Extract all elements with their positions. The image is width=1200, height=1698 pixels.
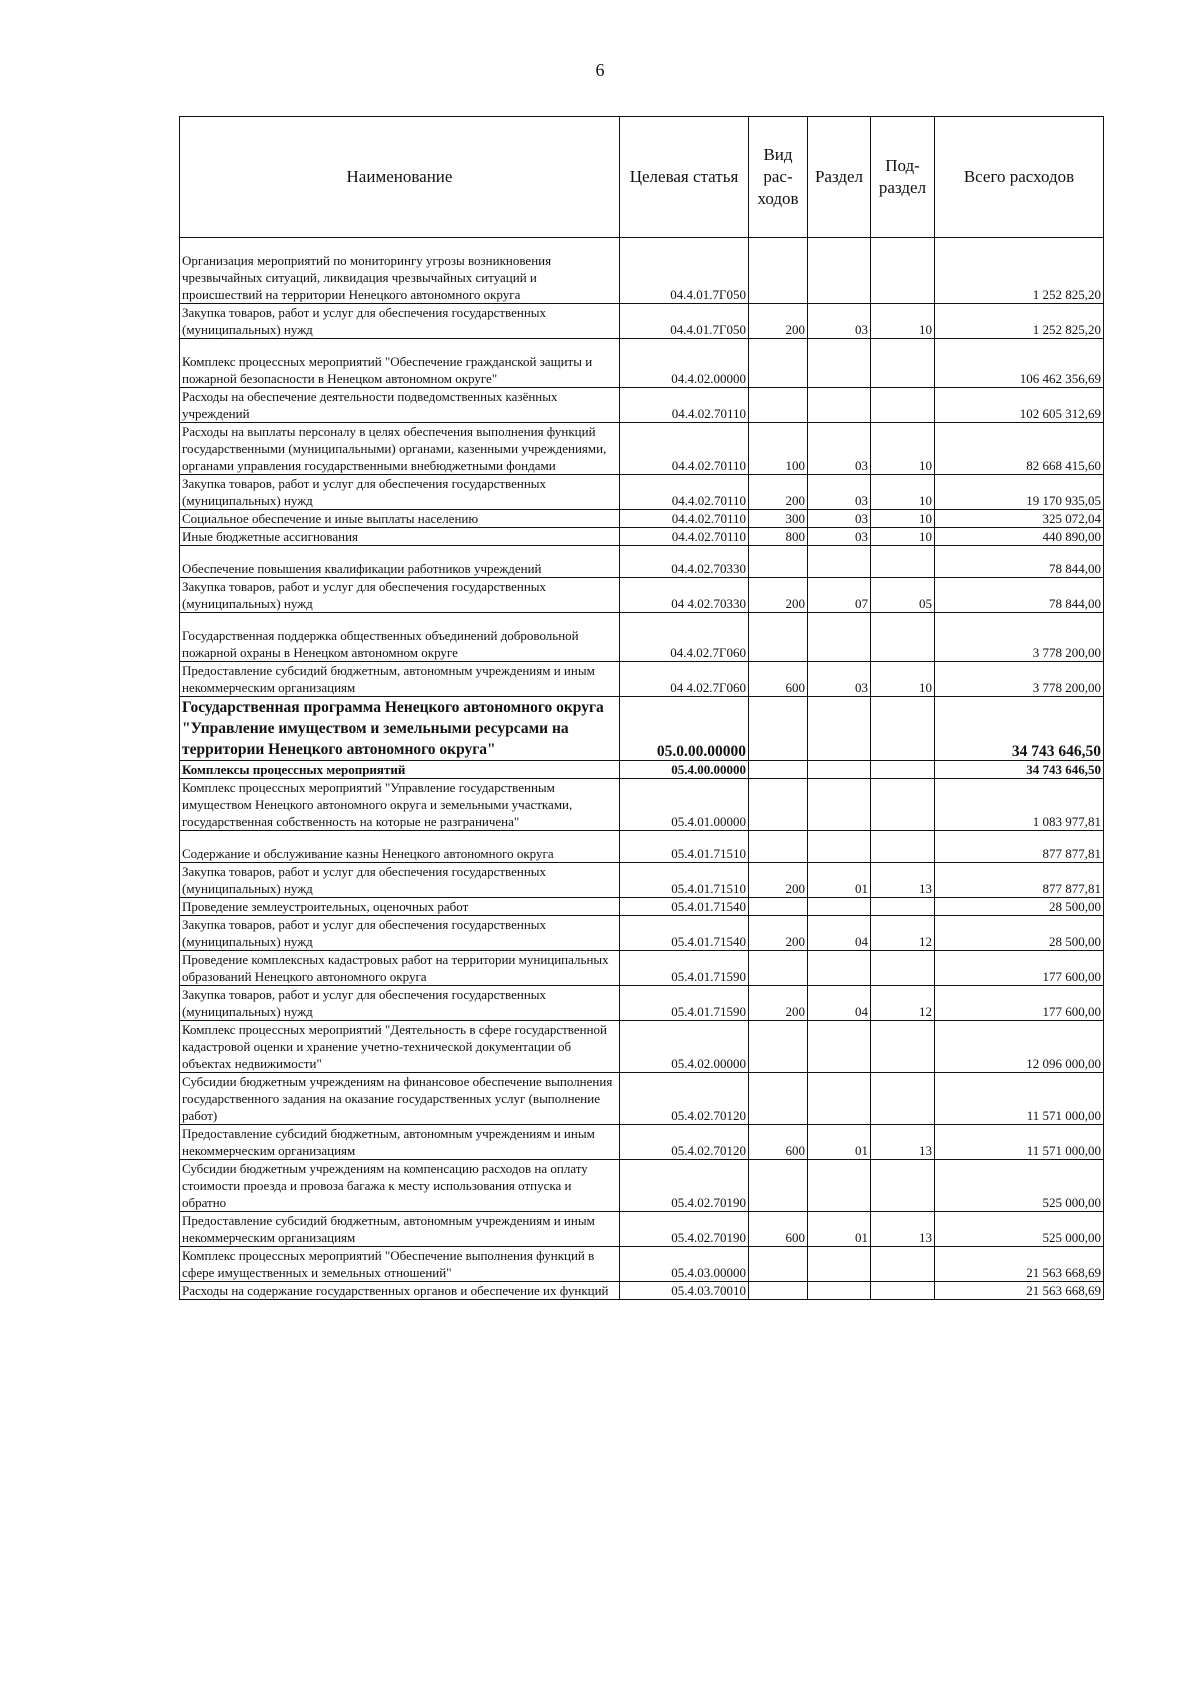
row-total: 82 668 415,60 (935, 423, 1104, 475)
row-name: Закупка товаров, работ и услуг для обеспечения государственных (муниципальных) нужд (180, 986, 620, 1021)
row-section (808, 388, 871, 423)
row-name: Комплексы процессных мероприятий (180, 761, 620, 779)
row-total: 3 778 200,00 (935, 613, 1104, 662)
row-name: Субсидии бюджетным учреждениям на финансовое обеспечение выполнения государственного задания на оказание государственных услуг (выполнение работ) (180, 1073, 620, 1125)
row-subsection (871, 339, 935, 388)
row-section: 07 (808, 578, 871, 613)
table-row (180, 779, 1104, 831)
row-expense-type (749, 339, 808, 388)
row-section: 01 (808, 1125, 871, 1160)
row-target-article: 05.4.01.71590 (620, 986, 749, 1021)
table-row (180, 916, 1104, 951)
table-row (180, 951, 1104, 986)
row-name: Комплекс процессных мероприятий "Обеспечение гражданской защиты и пожарной безопасности в Ненецком автономном округе" (180, 339, 620, 388)
row-total: 525 000,00 (935, 1212, 1104, 1247)
row-name: Государственная поддержка общественных объединений добровольной пожарной охраны в Ненецком автономном округе (180, 613, 620, 662)
table-row (180, 863, 1104, 898)
table-row (180, 1160, 1104, 1212)
row-total: 102 605 312,69 (935, 388, 1104, 423)
header-section: Раздел (808, 117, 871, 238)
row-subsection: 12 (871, 916, 935, 951)
row-total: 525 000,00 (935, 1160, 1104, 1212)
row-target-article: 04.4.02.70110 (620, 388, 749, 423)
row-name: Комплекс процессных мероприятий "Управление государственным имуществом Ненецкого автономного округа и земельными участками, государственная собственность на которые не разграничена" (180, 779, 620, 831)
row-subsection (871, 613, 935, 662)
row-section: 03 (808, 475, 871, 510)
row-expense-type (749, 831, 808, 863)
row-target-article: 05.4.02.70120 (620, 1125, 749, 1160)
row-subsection (871, 697, 935, 761)
row-total: 11 571 000,00 (935, 1073, 1104, 1125)
row-section: 04 (808, 916, 871, 951)
row-section (808, 613, 871, 662)
row-expense-type (749, 697, 808, 761)
row-name: Комплекс процессных мероприятий "Обеспечение выполнения функций в сфере имущественных и земельных отношений" (180, 1247, 620, 1282)
row-section (808, 238, 871, 304)
row-total: 19 170 935,05 (935, 475, 1104, 510)
row-subsection: 13 (871, 1125, 935, 1160)
row-name: Расходы на содержание государственных органов и обеспечение их функций (180, 1282, 620, 1300)
table-row (180, 1212, 1104, 1247)
row-total: 78 844,00 (935, 546, 1104, 578)
row-subsection (871, 1073, 935, 1125)
row-total: 877 877,81 (935, 831, 1104, 863)
row-target-article: 04.4.02.70110 (620, 528, 749, 546)
row-total: 78 844,00 (935, 578, 1104, 613)
table-row (180, 510, 1104, 528)
row-subsection (871, 831, 935, 863)
row-subsection (871, 546, 935, 578)
row-section (808, 831, 871, 863)
row-target-article: 05.4.02.70120 (620, 1073, 749, 1125)
row-total: 177 600,00 (935, 986, 1104, 1021)
row-total: 106 462 356,69 (935, 339, 1104, 388)
table-row (180, 697, 1104, 761)
row-subsection: 10 (871, 475, 935, 510)
row-section (808, 697, 871, 761)
row-expense-type (749, 1021, 808, 1073)
table-row (180, 1021, 1104, 1073)
row-total: 325 072,04 (935, 510, 1104, 528)
row-section (808, 1282, 871, 1300)
row-section (808, 898, 871, 916)
row-target-article: 04.4.01.7Г050 (620, 238, 749, 304)
row-subsection (871, 1021, 935, 1073)
row-section (808, 951, 871, 986)
row-total: 21 563 668,69 (935, 1282, 1104, 1300)
row-name: Закупка товаров, работ и услуг для обеспечения государственных (муниципальных) нужд (180, 304, 620, 339)
table-row (180, 388, 1104, 423)
row-section: 03 (808, 662, 871, 697)
row-expense-type: 200 (749, 986, 808, 1021)
row-expense-type: 200 (749, 578, 808, 613)
row-target-article: 04 4.02.70330 (620, 578, 749, 613)
table-row (180, 423, 1104, 475)
row-expense-type: 300 (749, 510, 808, 528)
row-target-article: 05.4.01.71510 (620, 863, 749, 898)
row-expense-type (749, 613, 808, 662)
row-expense-type: 200 (749, 304, 808, 339)
header-name: Наименование (180, 117, 620, 238)
table-row (180, 546, 1104, 578)
table-row (180, 1247, 1104, 1282)
row-name: Расходы на выплаты персоналу в целях обеспечения выполнения функций государственными (муниципальными) органами, казенными учреждениями, органами управления государственными внебюджетными фондами (180, 423, 620, 475)
row-name: Иные бюджетные ассигнования (180, 528, 620, 546)
row-expense-type (749, 238, 808, 304)
row-target-article: 05.4.03.00000 (620, 1247, 749, 1282)
row-subsection (871, 388, 935, 423)
row-target-article: 05.4.01.71510 (620, 831, 749, 863)
row-target-article: 04 4.02.7Г060 (620, 662, 749, 697)
row-total: 1 083 977,81 (935, 779, 1104, 831)
row-total: 877 877,81 (935, 863, 1104, 898)
row-section (808, 546, 871, 578)
row-name: Субсидии бюджетным учреждениям на компенсацию расходов на оплату стоимости проезда и провоза багажа к месту использования отпуска и обратно (180, 1160, 620, 1212)
row-subsection: 05 (871, 578, 935, 613)
row-section (808, 761, 871, 779)
row-expense-type (749, 1073, 808, 1125)
row-target-article: 04.4.01.7Г050 (620, 304, 749, 339)
table-row (180, 1073, 1104, 1125)
row-expense-type (749, 1247, 808, 1282)
row-target-article: 05.4.03.70010 (620, 1282, 749, 1300)
page-number: 6 (595, 60, 605, 80)
row-section (808, 1247, 871, 1282)
row-section: 01 (808, 863, 871, 898)
header-subsection: Под-раздел (871, 117, 935, 238)
row-total: 28 500,00 (935, 898, 1104, 916)
row-subsection (871, 238, 935, 304)
table-row (180, 304, 1104, 339)
row-name: Расходы на обеспечение деятельности подведомственных казённых учреждений (180, 388, 620, 423)
table-row (180, 238, 1104, 304)
row-subsection: 10 (871, 423, 935, 475)
row-subsection (871, 951, 935, 986)
row-expense-type: 200 (749, 475, 808, 510)
row-total: 11 571 000,00 (935, 1125, 1104, 1160)
row-expense-type (749, 761, 808, 779)
table-body (180, 238, 1104, 1300)
row-target-article: 04.4.02.7Г060 (620, 613, 749, 662)
row-section (808, 1021, 871, 1073)
row-section: 03 (808, 304, 871, 339)
row-name: Социальное обеспечение и иные выплаты населению (180, 510, 620, 528)
row-section: 03 (808, 510, 871, 528)
table-row (180, 831, 1104, 863)
row-target-article: 05.4.02.70190 (620, 1160, 749, 1212)
row-expense-type: 600 (749, 1212, 808, 1247)
table-row (180, 898, 1104, 916)
row-target-article: 05.4.01.71540 (620, 916, 749, 951)
header-total: Всего расходов (935, 117, 1104, 238)
row-subsection (871, 779, 935, 831)
budget-table (179, 116, 1104, 1300)
row-name: Проведение землеустроительных, оценочных работ (180, 898, 620, 916)
row-section (808, 1073, 871, 1125)
table-row (180, 475, 1104, 510)
row-section: 01 (808, 1212, 871, 1247)
row-subsection: 10 (871, 528, 935, 546)
table-row (180, 613, 1104, 662)
row-expense-type (749, 388, 808, 423)
row-name: Предоставление субсидий бюджетным, автономным учреждениям и иным некоммерческим организациям (180, 1212, 620, 1247)
row-total: 440 890,00 (935, 528, 1104, 546)
row-name: Предоставление субсидий бюджетным, автономным учреждениям и иным некоммерческим организациям (180, 1125, 620, 1160)
row-section: 03 (808, 423, 871, 475)
table-row (180, 578, 1104, 613)
row-subsection: 13 (871, 1212, 935, 1247)
row-section: 03 (808, 528, 871, 546)
table-row (180, 1282, 1104, 1300)
row-expense-type (749, 898, 808, 916)
row-name: Организация мероприятий по мониторингу угрозы возникновения чрезвычайных ситуаций, ликвидация чрезвычайных ситуаций и происшествий на территории Ненецкого автономного округа (180, 238, 620, 304)
row-subsection: 12 (871, 986, 935, 1021)
row-target-article: 05.0.00.00000 (620, 697, 749, 761)
row-target-article: 04.4.02.00000 (620, 339, 749, 388)
row-total: 21 563 668,69 (935, 1247, 1104, 1282)
header-expense-type: Вид рас-ходов (749, 117, 808, 238)
row-total: 1 252 825,20 (935, 304, 1104, 339)
row-name: Содержание и обслуживание казны Ненецкого автономного округа (180, 831, 620, 863)
row-subsection: 10 (871, 304, 935, 339)
row-total: 177 600,00 (935, 951, 1104, 986)
row-name: Комплекс процессных мероприятий "Деятельность в сфере государственной кадастровой оценки и хранение учетно-технической документации об объектах недвижимости" (180, 1021, 620, 1073)
row-total: 12 096 000,00 (935, 1021, 1104, 1073)
table-row (180, 986, 1104, 1021)
row-total: 34 743 646,50 (935, 761, 1104, 779)
row-expense-type: 600 (749, 1125, 808, 1160)
row-name: Предоставление субсидий бюджетным, автономным учреждениям и иным некоммерческим организациям (180, 662, 620, 697)
row-expense-type: 800 (749, 528, 808, 546)
row-subsection: 13 (871, 863, 935, 898)
row-target-article: 04.4.02.70110 (620, 510, 749, 528)
row-subsection (871, 1247, 935, 1282)
row-subsection: 10 (871, 510, 935, 528)
row-expense-type (749, 1282, 808, 1300)
table-header (180, 117, 1104, 238)
row-target-article: 05.4.01.71540 (620, 898, 749, 916)
row-expense-type (749, 546, 808, 578)
table-row (180, 761, 1104, 779)
row-target-article: 04.4.02.70330 (620, 546, 749, 578)
row-name: Государственная программа Ненецкого автономного округа "Управление имуществом и земельными ресурсами на территории Ненецкого автономного округа" (180, 697, 620, 761)
row-name: Закупка товаров, работ и услуг для обеспечения государственных (муниципальных) нужд (180, 863, 620, 898)
row-expense-type (749, 779, 808, 831)
table-row (180, 339, 1104, 388)
header-target-article: Целевая статья (620, 117, 749, 238)
row-target-article: 05.4.01.00000 (620, 779, 749, 831)
row-expense-type: 600 (749, 662, 808, 697)
row-name: Закупка товаров, работ и услуг для обеспечения государственных (муниципальных) нужд (180, 578, 620, 613)
row-name: Закупка товаров, работ и услуг для обеспечения государственных (муниципальных) нужд (180, 475, 620, 510)
row-section: 04 (808, 986, 871, 1021)
row-total: 1 252 825,20 (935, 238, 1104, 304)
table-row (180, 1125, 1104, 1160)
row-target-article: 04.4.02.70110 (620, 423, 749, 475)
table-row (180, 528, 1104, 546)
row-target-article: 05.4.01.71590 (620, 951, 749, 986)
row-total: 3 778 200,00 (935, 662, 1104, 697)
row-target-article: 05.4.00.00000 (620, 761, 749, 779)
row-target-article: 05.4.02.00000 (620, 1021, 749, 1073)
row-total: 34 743 646,50 (935, 697, 1104, 761)
row-expense-type: 100 (749, 423, 808, 475)
row-name: Обеспечение повышения квалификации работников учреждений (180, 546, 620, 578)
row-subsection (871, 1282, 935, 1300)
row-expense-type: 200 (749, 863, 808, 898)
row-subsection (871, 898, 935, 916)
row-expense-type (749, 951, 808, 986)
table-row (180, 662, 1104, 697)
row-subsection (871, 1160, 935, 1212)
row-expense-type (749, 1160, 808, 1212)
header-row (180, 117, 1104, 238)
row-subsection: 10 (871, 662, 935, 697)
row-section (808, 339, 871, 388)
row-section (808, 1160, 871, 1212)
row-expense-type: 200 (749, 916, 808, 951)
row-section (808, 779, 871, 831)
row-subsection (871, 761, 935, 779)
row-name: Закупка товаров, работ и услуг для обеспечения государственных (муниципальных) нужд (180, 916, 620, 951)
row-target-article: 05.4.02.70190 (620, 1212, 749, 1247)
row-total: 28 500,00 (935, 916, 1104, 951)
row-name: Проведение комплексных кадастровых работ на территории муниципальных образований Ненецкого автономного округа (180, 951, 620, 986)
row-target-article: 04.4.02.70110 (620, 475, 749, 510)
